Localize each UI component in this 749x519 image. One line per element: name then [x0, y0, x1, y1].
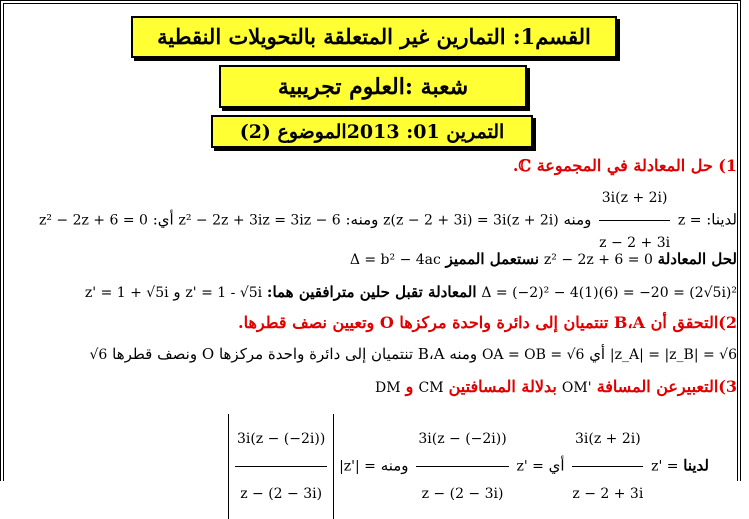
modulus-equality: |z_A| = |z_B| = √6 [609, 347, 737, 363]
equation-3: z² − 2z + 6 = 0 [38, 212, 148, 229]
distance-equality: OA = OB = √6 [481, 347, 585, 363]
and-text: و [173, 283, 181, 301]
fraction-denominator: z − (2 − 3i) [421, 486, 504, 502]
z-equals: z = [677, 212, 702, 229]
equation-1: z(z − 2 + 3i) = 3i(z + 2i) [383, 212, 559, 229]
line-modulus [10, 414, 709, 502]
line-solve-method [10, 250, 737, 268]
zprime-abs: |z'| = [339, 458, 376, 475]
solution-2: z' = 1 + √5i [84, 285, 169, 301]
question-3-text-a: 3)التعبيرعن المسافة [596, 377, 737, 396]
question-3 [10, 377, 737, 396]
fraction-denominator: z − 2 + 3i [572, 486, 644, 502]
connector-text: ومنه [449, 345, 478, 363]
om-label: OM' [561, 380, 592, 396]
line-circle [10, 345, 737, 363]
question-3-text-b: بدلالة المسافتين [448, 377, 557, 396]
question-2 [10, 313, 737, 332]
zprime-2: z' = [516, 458, 544, 475]
solve-text: لحل المعادلة [657, 250, 737, 268]
absolute-value [228, 414, 334, 519]
exercise-banner: التمرين 01: 2013الموضوع (2) [211, 115, 533, 148]
radius-value: √6 [89, 347, 108, 363]
connector-text: أي [589, 345, 606, 363]
discriminant-formula: Δ = b² − 4ac [349, 252, 441, 268]
fraction-zprime-2 [416, 414, 508, 519]
quadratic-equation: z² − 2z + 6 = 0 [543, 252, 653, 268]
fraction-numerator: 3i(z − (−2i)) [235, 414, 327, 467]
fraction-numerator: 3i(z + 2i) [572, 414, 643, 467]
discriminant-text: نستعمل المميز [445, 250, 540, 268]
line-solutions [10, 283, 737, 301]
cm-label: CM [418, 380, 444, 396]
question-1 [10, 156, 737, 175]
equation-2: z² − 2z + 3iz = 3iz − 6 [178, 212, 341, 229]
fraction-zprime-1 [572, 414, 643, 519]
connector-text: ومنه [563, 210, 592, 229]
fraction-zprime-3 [235, 414, 327, 519]
connector-text: أي [548, 456, 565, 475]
fraction-numerator: 3i(z + 2i) [599, 178, 670, 221]
branch-banner: شعبة :العلوم تجريبية [219, 65, 527, 108]
solutions-text: المعادلة تقبل حلين مترافقين هما: [266, 283, 477, 301]
discriminant-value: Δ = (−2)² − 4(1)(6) = −20 = (2√5i)² [481, 285, 737, 301]
line-equation-setup [10, 178, 737, 251]
circle-statement: B،A تنتميان إلى دائرة واحدة مركزها O ونصف قطرها [112, 345, 445, 363]
solution-1: z' = 1 - √5i [185, 285, 263, 301]
connector-text: ومنه: [345, 210, 379, 229]
question-1-text: 1) حل المعادلة في المجموعة ℂ. [512, 156, 737, 175]
dm-label: DM [375, 380, 401, 396]
question-2-text: 2)التحقق أن B،A تنتميان إلى دائرة واحدة مركزها O وتعيين نصف قطرها. [238, 313, 737, 332]
connector-text: ومنه [380, 456, 409, 475]
fraction-denominator: z − (2 − 3i) [240, 486, 323, 502]
fraction-denominator: z − 2 + 3i [599, 235, 671, 251]
lead-text: لدينا [683, 456, 709, 475]
question-3-text-c: و [405, 377, 414, 396]
lead-text: لدينا: [706, 210, 737, 229]
zprime-1: z' = [651, 458, 679, 475]
fraction-numerator: 3i(z − (−2i)) [416, 414, 508, 467]
connector-text: أي: [152, 210, 174, 229]
section-title-banner: القسم1: التمارين غير المتعلقة بالتحويلات النقطية [131, 16, 617, 58]
